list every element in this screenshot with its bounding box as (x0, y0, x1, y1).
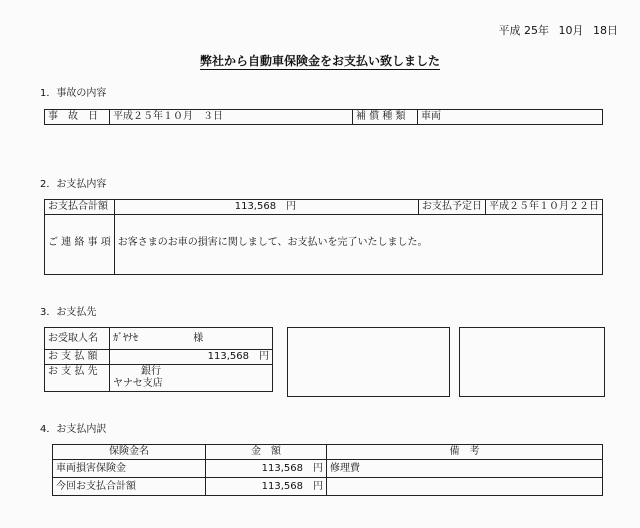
accident-date-label: 事 故 日 (45, 110, 110, 125)
scheduled-date-value: 平成２５年１０月２２日 (486, 200, 603, 215)
recipient-name: ｶﾞﾔﾅｾ (113, 332, 138, 344)
destination-label: お 支 払 先 (45, 365, 110, 392)
date-year: 平成 25年 (498, 24, 549, 37)
breakdown-row-amount: 113,568 円 (206, 460, 327, 478)
breakdown-row-remarks (327, 478, 603, 496)
payee-table (44, 327, 273, 392)
section4-heading: 4．お支払内訳 (40, 424, 107, 435)
breakdown-header-name: 保険金名 (53, 445, 206, 460)
total-label: お支払合計額 (45, 200, 115, 215)
section2-heading: 2．お支払内容 (40, 179, 107, 190)
branch-name: ヤナセ支店 (113, 378, 163, 389)
section1-heading: 1．事故の内容 (40, 88, 107, 99)
amount-value: 113,568 円 (110, 350, 273, 365)
date-month: 10月 (558, 24, 584, 37)
recipient-honorific: 様 (193, 332, 204, 344)
compensation-type-label: 補 償 種 類 (353, 110, 418, 125)
issue-date (493, 22, 619, 38)
breakdown-row-amount: 113,568 円 (206, 478, 327, 496)
payee-box-empty-2 (287, 327, 450, 397)
scheduled-date-label: お支払予定日 (419, 200, 486, 215)
compensation-type-value: 車両 (418, 110, 603, 125)
breakdown-row-remarks: 修理費 (327, 460, 603, 478)
total-amount: 113,568 円 (114, 200, 418, 215)
payee-box-empty-3 (459, 327, 605, 397)
recipient-cell (110, 328, 273, 350)
date-day: 18日 (593, 24, 618, 37)
amount-label: お 支 払 額 (45, 350, 110, 365)
destination-cell (110, 365, 273, 392)
accident-date-value: 平成２５年１０月 ３日 (110, 110, 353, 125)
section3-heading: 3．お支払先 (40, 307, 97, 318)
breakdown-row-name: 車両損害保険金 (53, 460, 206, 478)
accident-table (44, 109, 603, 125)
page-title (0, 52, 640, 69)
breakdown-header-amount: 金 額 (206, 445, 327, 460)
breakdown-table (52, 444, 603, 496)
table-row (53, 460, 603, 478)
payment-table (44, 199, 603, 275)
page-title-text: 弊社から自動車保険金をお支払い致しました (199, 54, 440, 68)
breakdown-row-name: 今回お支払合計額 (53, 478, 206, 496)
breakdown-header-remarks: 備 考 (327, 445, 603, 460)
notes-label: ご 連 絡 事 項 (45, 215, 115, 275)
notes-text: お客さまのお車の損害に関しまして、お支払いを完了いたしました。 (114, 215, 602, 275)
table-row (53, 478, 603, 496)
bank-name: 銀行 (141, 366, 161, 377)
recipient-label: お受取人名 (45, 328, 110, 350)
